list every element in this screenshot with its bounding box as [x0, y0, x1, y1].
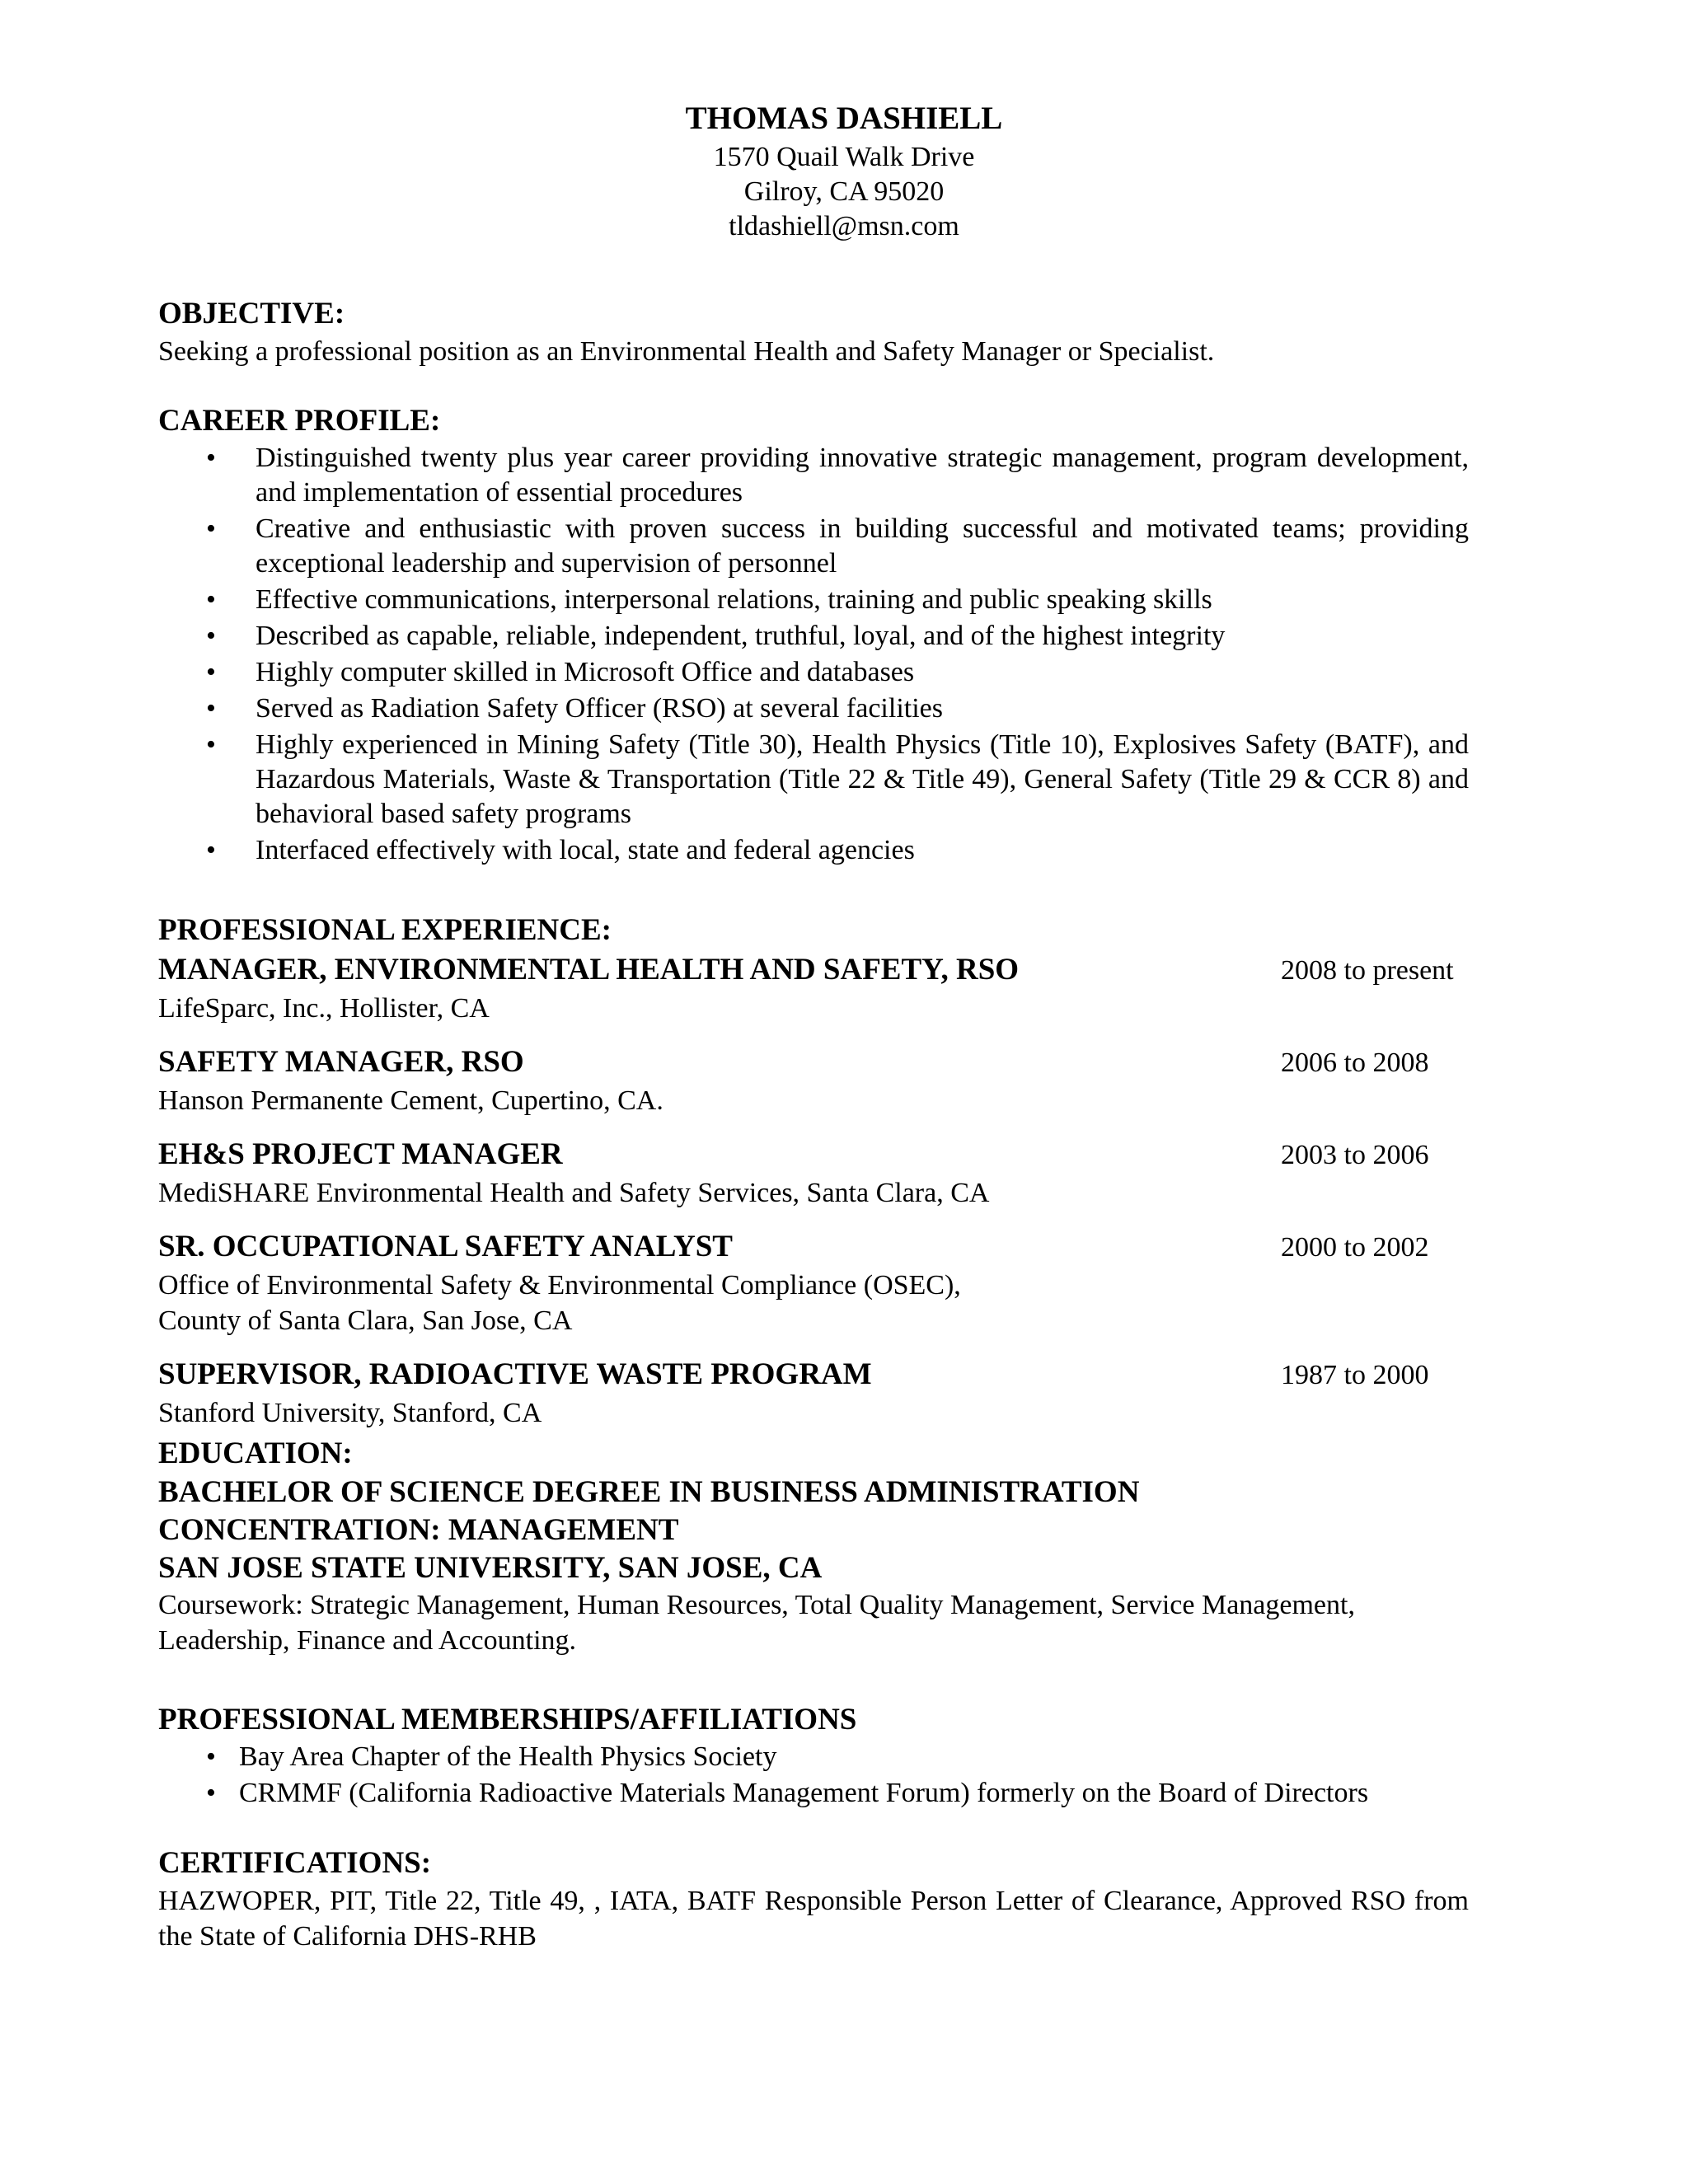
certifications-section: [158, 1844, 1469, 1954]
list-item: • Creative and enthusiastic with proven success in building successful and motivated teams; providing exceptional leadership and supervision of personnel: [206, 513, 1469, 579]
job-organization: Stanford University, Stanford, CA: [158, 1398, 542, 1428]
email-address: tldashiell@msn.com: [729, 211, 959, 241]
list-item: • CRMMF (California Radioactive Materials Management Forum) formerly on the Board of Directors: [158, 1776, 1469, 1811]
objective-title: OBJECTIVE:: [158, 297, 345, 330]
bullet-icon: •: [206, 657, 216, 687]
candidate-name: THOMAS DASHIELL: [685, 101, 1003, 136]
resume-header: [0, 97, 1688, 244]
job-title: SR. OCCUPATIONAL SAFETY ANALYST: [158, 1230, 733, 1263]
bullet-icon: •: [206, 443, 216, 473]
career-profile-section: [158, 401, 1469, 869]
list-item: • Served as Radiation Safety Officer (RSO) at several facilities: [158, 691, 1469, 726]
experience-title: PROFESSIONAL EXPERIENCE:: [158, 913, 612, 947]
certifications-title: CERTIFICATIONS:: [158, 1846, 432, 1880]
job-title: EH&S PROJECT MANAGER: [158, 1137, 563, 1171]
objective-text: Seeking a professional position as an Environmental Health and Safety Manager or Specialist.: [158, 336, 1215, 367]
coursework: Coursework: Strategic Management, Human Resources, Total Quality Management, Service Management, Leadership, Finance and Accounting.: [158, 1590, 1355, 1656]
list-item: • Effective communications, interpersonal relations, training and public speaking skills: [158, 583, 1469, 617]
list-item: • Bay Area Chapter of the Health Physics Society: [158, 1740, 1469, 1774]
education-section: [158, 1434, 1469, 1658]
career-profile-list: [158, 441, 1469, 868]
degree: BACHELOR OF SCIENCE DEGREE IN BUSINESS ADMINISTRATION: [158, 1475, 1140, 1509]
objective-section: [158, 294, 1469, 369]
memberships-section: [158, 1700, 1469, 1812]
bullet-icon: •: [206, 1778, 216, 1808]
job-entry: [158, 950, 1469, 1026]
bullet-icon: •: [206, 693, 216, 724]
bullet-icon: •: [206, 584, 216, 615]
job-dates: 1987 to 2000: [1281, 1360, 1429, 1390]
job-organization: Office of Environmental Safety & Environmental Compliance (OSEC),: [158, 1270, 961, 1301]
job-title: SUPERVISOR, RADIOACTIVE WASTE PROGRAM: [158, 1357, 872, 1391]
job-entry: [158, 1135, 1469, 1211]
certifications-text: HAZWOPER, PIT, Title 22, Title 49, , IATA, BATF Responsible Person Letter of Clearance, Approved RSO from the State of California DHS-RHB: [158, 1886, 1469, 1952]
experience-section: [158, 911, 1469, 1431]
bullet-icon: •: [206, 621, 216, 651]
job-dates: 2008 to present: [1281, 955, 1454, 986]
list-item: • Distinguished twenty plus year career providing innovative strategic management, program development, and implementation of essential procedures: [206, 443, 1469, 508]
job-dates: 2000 to 2002: [1281, 1232, 1429, 1263]
address-line-2: Gilroy, CA 95020: [743, 176, 945, 207]
job-organization-line-2: County of Santa Clara, San Jose, CA: [158, 1305, 573, 1336]
job-organization: MediSHARE Environmental Health and Safety Services, Santa Clara, CA: [158, 1178, 990, 1208]
job-organization: LifeSparc, Inc., Hollister, CA: [158, 993, 490, 1024]
bullet-icon: •: [206, 1741, 216, 1772]
career-profile-title: CAREER PROFILE:: [158, 404, 441, 438]
address-line-1: 1570 Quail Walk Drive: [713, 142, 975, 172]
job-entry: [158, 1043, 1469, 1118]
job-dates: 2006 to 2008: [1281, 1047, 1429, 1078]
list-item: • Highly experienced in Mining Safety (Title 30), Health Physics (Title 10), Explosives Safety (BATF), and Hazardous Materials, Waste & Transportation (Title 22 & Title 49), General Safety (Title 29 & CCR 8) and behavioral based safety programs: [206, 729, 1469, 829]
job-title: SAFETY MANAGER, RSO: [158, 1045, 524, 1079]
concentration: CONCENTRATION: MANAGEMENT: [158, 1513, 679, 1547]
education-title: EDUCATION:: [158, 1436, 353, 1470]
bullet-icon: •: [206, 513, 216, 544]
list-item: • Highly computer skilled in Microsoft Office and databases: [158, 655, 1469, 690]
job-organization: Hanson Permanente Cement, Cupertino, CA.: [158, 1085, 663, 1116]
bullet-icon: •: [206, 729, 216, 760]
list-item: • Interfaced effectively with local, state and federal agencies: [158, 833, 1469, 868]
school: SAN JOSE STATE UNIVERSITY, SAN JOSE, CA: [158, 1551, 823, 1585]
job-entry: [158, 1355, 1469, 1431]
memberships-list: [158, 1740, 1469, 1811]
job-entry: [158, 1227, 1469, 1338]
list-item: • Described as capable, reliable, independent, truthful, loyal, and of the highest integrity: [158, 619, 1469, 654]
bullet-icon: •: [206, 835, 216, 865]
job-dates: 2003 to 2006: [1281, 1140, 1429, 1170]
job-title: MANAGER, ENVIRONMENTAL HEALTH AND SAFETY, RSO: [158, 953, 1020, 987]
memberships-title: PROFESSIONAL MEMBERSHIPS/AFFILIATIONS: [158, 1703, 857, 1736]
